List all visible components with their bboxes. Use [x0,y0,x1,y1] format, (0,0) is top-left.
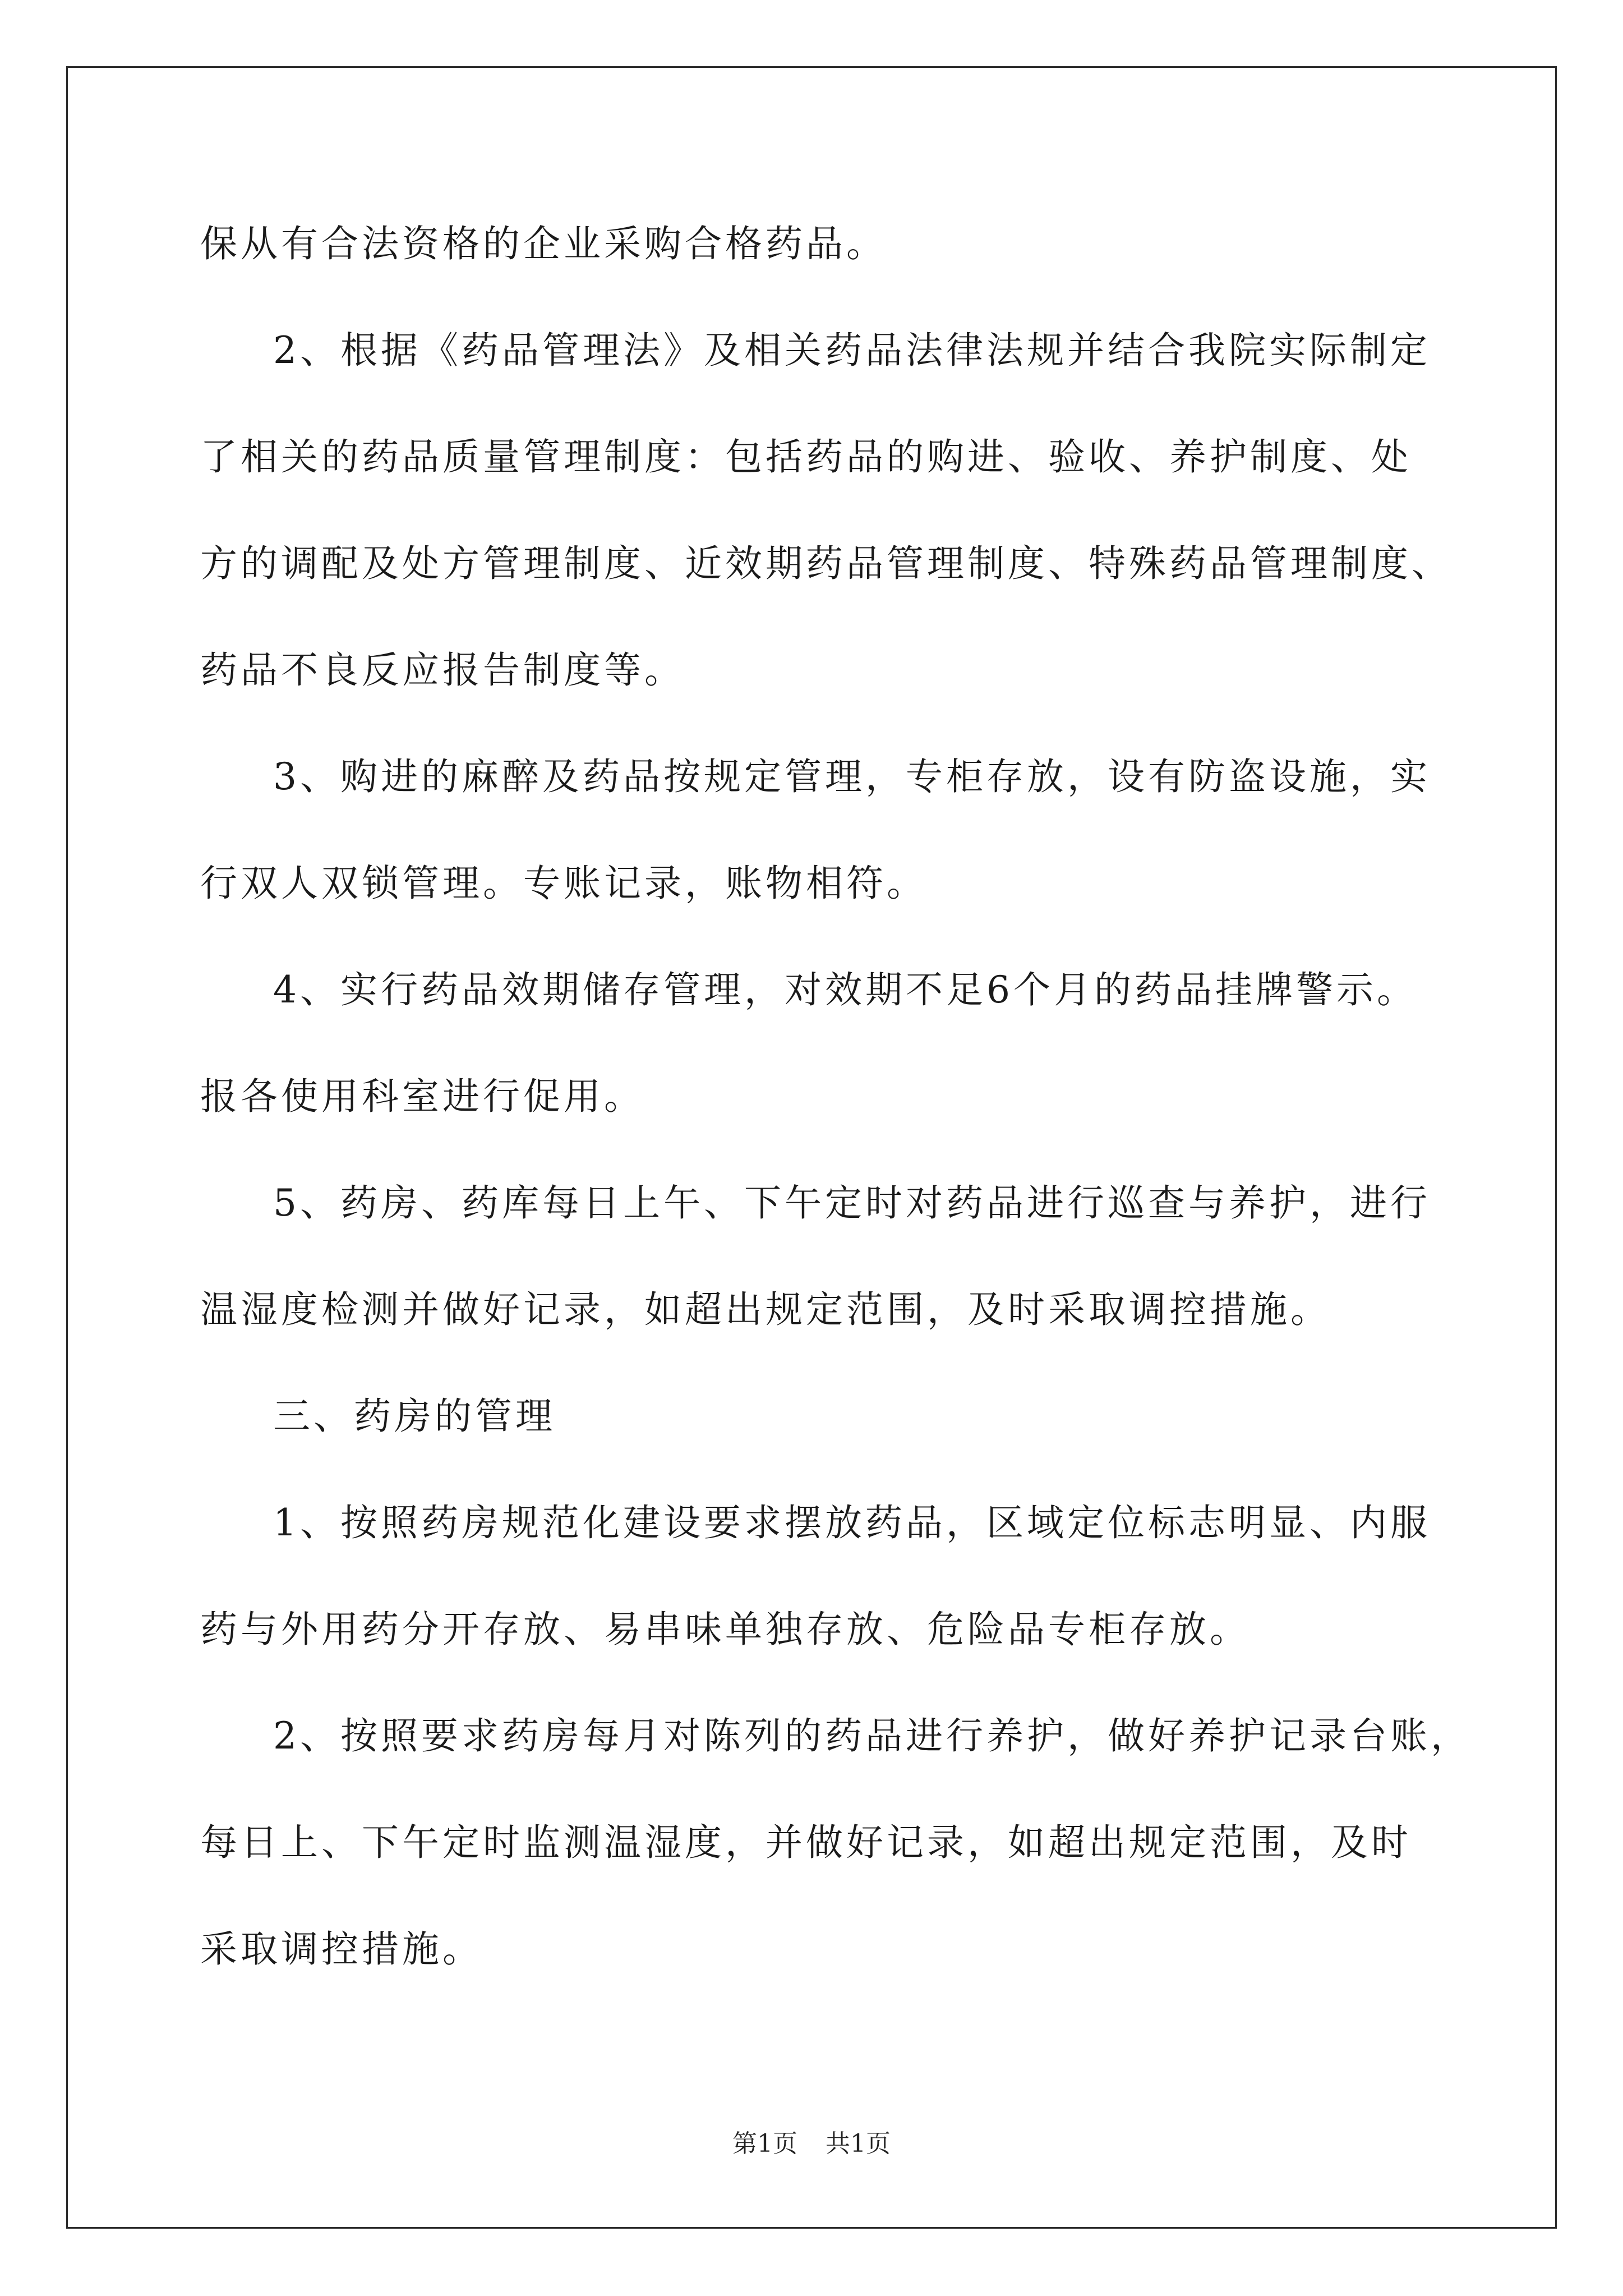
text-line: 保从有合法资格的企业采购合格药品。 [200,222,887,265]
text-line: 5、药房、药库每日上午、下午定时对药品进行巡查与养护，进行 [273,1181,1431,1225]
page-total: 共1页 [826,2129,891,2158]
section-heading: 三、药房的管理 [273,1395,556,1438]
page-number: 第1页 [732,2129,797,2158]
text-line: 4、实行药品效期储存管理，对效期不足6个月的药品挂牌警示。 [273,968,1417,1011]
text-line: 药与外用药分开存放、易串味单独存放、危险品专柜存放。 [200,1608,1250,1651]
text-line: 3、购进的麻醉及药品按规定管理，专柜存放，设有防盗设施，实 [273,755,1431,798]
text-line: 药品不良反应报告制度等。 [200,648,685,692]
text-line: 2、按照要求药房每月对陈列的药品进行养护，做好养护记录台账， [273,1714,1471,1757]
text-line: 每日上、下午定时监测温湿度，并做好记录，如超出规定范围，及时 [200,1821,1412,1864]
page-footer [0,2127,1623,2161]
text-line: 行双人双锁管理。专账记录，账物相符。 [200,862,927,905]
text-line: 报各使用科室进行促用。 [200,1075,644,1118]
text-line: 1、按照药房规范化建设要求摆放药品，区域定位标志明显、内服 [273,1501,1431,1544]
text-line: 了相关的药品质量管理制度：包括药品的购进、验收、养护制度、处 [200,435,1412,478]
text-line: 2、根据《药品管理法》及相关药品法律法规并结合我院实际制定 [273,329,1431,372]
text-line: 方的调配及处方管理制度、近效期药品管理制度、特殊药品管理制度、 [200,542,1452,585]
page-border [66,66,1557,2229]
text-line: 采取调控措施。 [200,1927,483,1971]
text-line: 温湿度检测并做好记录，如超出规定范围，及时采取调控措施。 [200,1288,1331,1331]
